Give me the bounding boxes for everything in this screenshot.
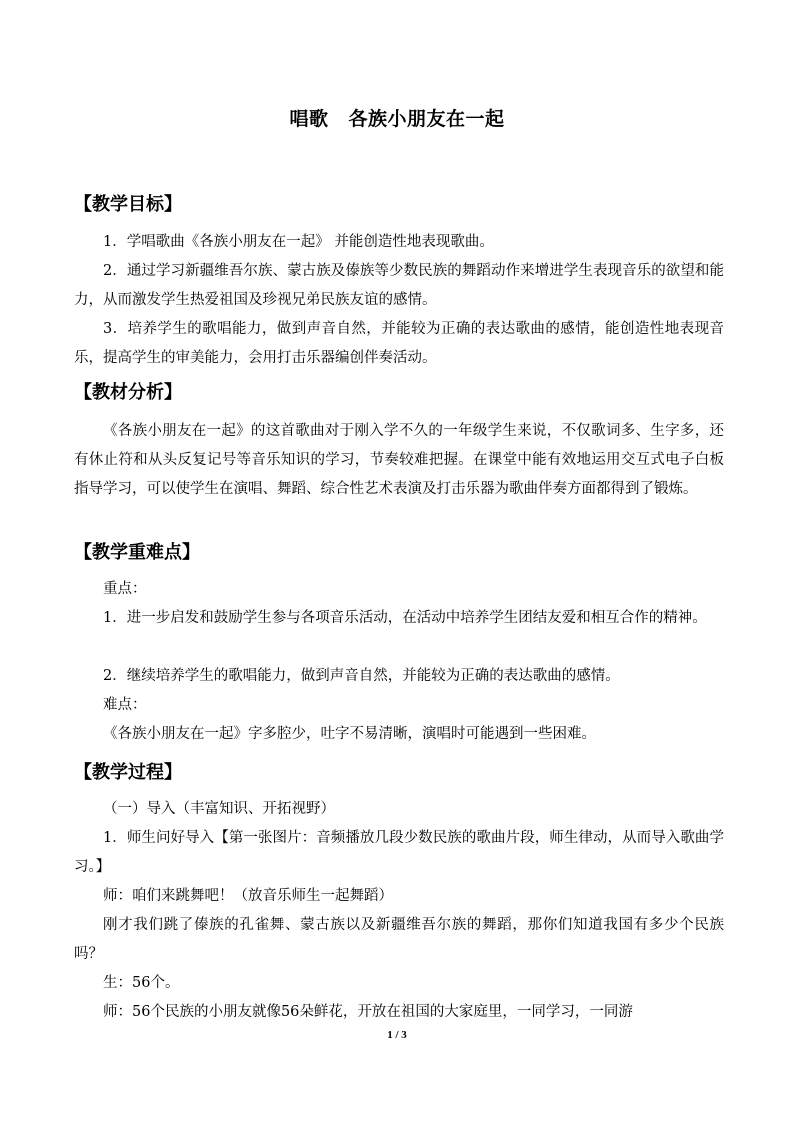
page-title bbox=[0, 104, 794, 131]
process-line-3: 刚才我们跳了傣族的孔雀舞、蒙古族以及新疆维吾尔族的舞蹈，那你们知道我国有多少个民族吗？ bbox=[74, 917, 724, 962]
page-number: 1 / 3 bbox=[387, 1029, 407, 1041]
difficulty-label: 难点： bbox=[103, 697, 147, 713]
objective-item-1: 1．学唱歌曲《各族小朋友在一起》 并能创造性地表现歌曲。 bbox=[103, 234, 494, 250]
process-line-4: 生：56个。 bbox=[103, 975, 180, 991]
difficulty-text: 《各族小朋友在一起》字多腔少，吐字不易清晰，演唱时可能遇到一些困难。 bbox=[103, 726, 596, 742]
process-line-1: 1．师生问好导入【第一张图片：音频播放几段少数民族的歌曲片段，师生律动，从而导入歌曲学习。】 bbox=[74, 830, 724, 875]
key-label: 重点： bbox=[103, 581, 147, 597]
heading-objectives: 【教学目标】 bbox=[74, 194, 182, 215]
process-line-2: 师：咱们来跳舞吧！（放音乐师生一起舞蹈） bbox=[103, 888, 393, 904]
title-part-2: 各族小朋友在一起 bbox=[348, 108, 505, 130]
heading-keypoints: 【教学重难点】 bbox=[74, 542, 200, 563]
title-part-1: 唱歌 bbox=[289, 108, 329, 130]
key-item-2: 2．继续培养学生的歌唱能力，做到声音自然，并能较为正确的表达歌曲的感情。 bbox=[103, 668, 620, 684]
key-item-1: 1．进一步启发和鼓励学生参与各项音乐活动，在活动中培养学生团结友爱和相互合作的精神。 bbox=[103, 610, 707, 626]
process-step-1: （一）导入（丰富知识、开拓视野） bbox=[103, 801, 335, 817]
analysis-text: 《各族小朋友在一起》的这首歌曲对于刚入学不久的一年级学生来说，不仅歌词多、生字多，还有休止符和从头反复记号等音乐知识的学习，节奏较难把握。在课堂中能有效地运用交互式电子白板指导学习，可以使学生在演唱、舞蹈、综合性艺术表演及打击乐器为歌曲伴奏方面都得到了锻炼。 bbox=[74, 423, 724, 497]
objective-item-2: 2．通过学习新疆维吾尔族、蒙古族及傣族等少数民族的舞蹈动作来增进学生表现音乐的欲望和能力，从而激发学生热爱祖国及珍视兄弟民族友谊的感情。 bbox=[74, 263, 724, 308]
heading-analysis: 【教材分析】 bbox=[74, 382, 182, 403]
process-line-5: 师：56个民族的小朋友就像56朵鲜花，开放在祖国的大家庭里，一同学习，一同游 bbox=[103, 1004, 633, 1020]
heading-process: 【教学过程】 bbox=[74, 762, 182, 783]
objective-item-3: 3．培养学生的歌唱能力，做到声音自然，并能较为正确的表达歌曲的感情，能创造性地表现音乐，提高学生的审美能力，会用打击乐器编创伴奏活动。 bbox=[74, 321, 724, 366]
